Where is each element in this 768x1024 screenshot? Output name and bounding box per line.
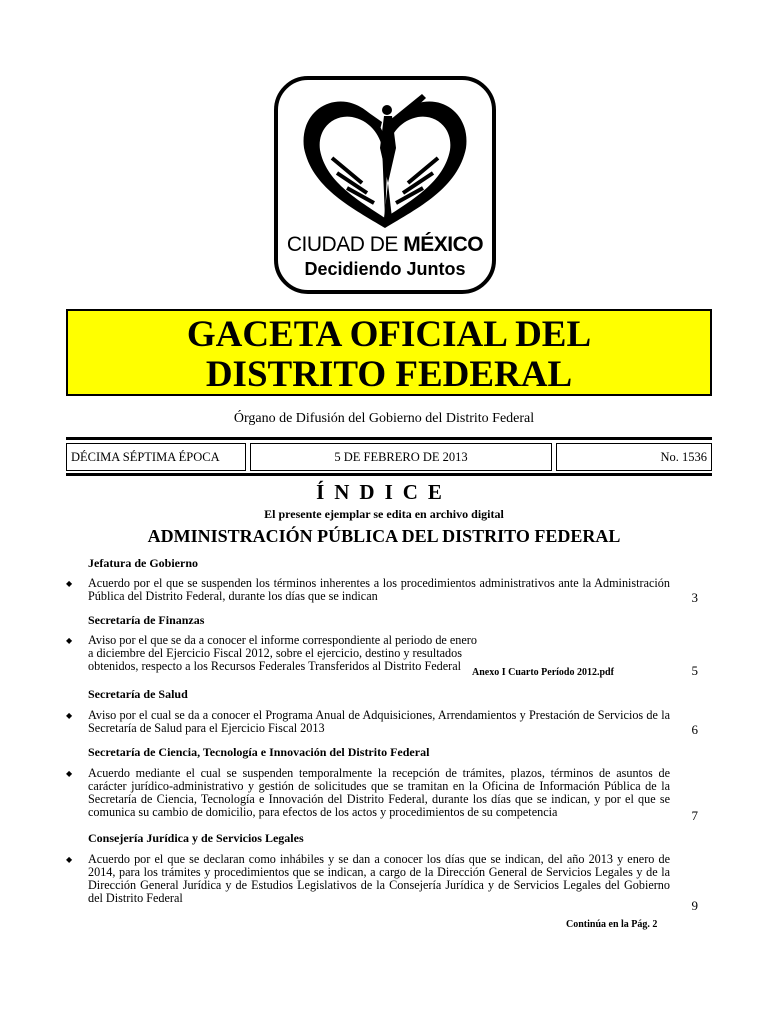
issue-date: 5 DE FEBRERO DE 2013 (250, 443, 552, 471)
diamond-bullet-icon: ◆ (66, 711, 73, 720)
diamond-bullet-icon: ◆ (66, 579, 73, 588)
section-title: Secretaría de Salud (88, 687, 188, 701)
gazette-title-line1: GACETA OFICIAL DEL (186, 314, 592, 355)
angel-heart-emblem (292, 88, 478, 234)
logo-motto: Decidiendo Juntos (304, 259, 466, 279)
continues-note: Continúa en la Pág. 2 (566, 919, 658, 930)
index-entry[interactable] (66, 577, 712, 605)
gazette-subtitle: Órgano de Difusión del Gobierno del Distrito Federal (233, 411, 535, 426)
entry-page-number: 9 (691, 898, 698, 913)
bottom-rule (66, 473, 712, 476)
index-entry[interactable] (66, 767, 712, 823)
section-title: Jefatura de Gobierno (88, 556, 198, 570)
gazette-title-line2: DISTRITO FEDERAL (205, 354, 573, 395)
administration-heading: ADMINISTRACIÓN PÚBLICA DEL DISTRITO FEDERAL (147, 526, 621, 546)
digital-edition-note: El presente ejemplar se edita en archivo digital (264, 507, 504, 521)
epoch-label: DÉCIMA SÉPTIMA ÉPOCA (66, 443, 246, 471)
section-title: Secretaría de Ciencia, Tecnología e Innovación del Distrito Federal (88, 745, 430, 759)
entry-text: Acuerdo por el que se declaran como inhábiles y se dan a conocer los días que se indican, del año 2013 y enero de 2014, para los trámites y procedimientos que se indican, a cargo de la Dirección General de Servicios Legales y de la Dirección General Jurídica y de Estudios Legislativos de la Consejería Jurídica y de Servicios Legales del Gobierno del Distrito Federal (88, 852, 670, 905)
entry-page-number: 7 (691, 808, 698, 823)
gazette-title-banner (66, 309, 712, 396)
city-logo (274, 76, 496, 294)
index-title: ÍNDICE (316, 480, 452, 504)
section-title: Consejería Jurídica y de Servicios Legales (88, 831, 304, 845)
index-entry[interactable] (66, 709, 712, 737)
diamond-bullet-icon: ◆ (66, 769, 73, 778)
entry-page-number: 3 (691, 590, 698, 605)
entry-page-number: 5 (691, 663, 698, 678)
entry-text: Acuerdo por el que se suspenden los términos inherentes a los procedimientos administrativos ante la Administración Pública del Distrito Federal, durante los días que se indican (88, 576, 670, 603)
annex-link[interactable]: Anexo I Cuarto Período 2012.pdf (472, 667, 614, 678)
diamond-bullet-icon: ◆ (66, 855, 73, 864)
top-rule (66, 437, 712, 440)
diamond-bullet-icon: ◆ (66, 636, 73, 645)
logo-city-name: CIUDAD DE MÉXICO (286, 233, 484, 256)
edition-bar (66, 437, 712, 477)
section-title: Secretaría de Finanzas (88, 613, 205, 627)
entry-text: Aviso por el que se da a conocer el informe correspondiente al periodo de enero a diciembre del Ejercicio Fiscal 2012, sobre el ejercicio, destino y resultados obtenidos, respecto a los Recursos Federales Transferidos al Distrito Federal (88, 633, 477, 673)
index-entry[interactable] (66, 634, 712, 676)
issue-number: No. 1536 (556, 443, 712, 471)
entry-page-number: 6 (691, 722, 698, 737)
index-entry[interactable] (66, 852, 712, 913)
entry-text: Aviso por el cual se da a conocer el Programa Anual de Adquisiciones, Arrendamientos y Prestación de Servicios de la Secretaría de Salud para el Ejercicio Fiscal 2013 (88, 708, 670, 735)
entry-text: Acuerdo mediante el cual se suspenden temporalmente la recepción de trámites, plazos, términos de asuntos de carácter jurídico-administrativo y gestión de solicitudes que se tramitan en la Oficina de Información Pública de la Secretaría de Ciencia, Tecnología e Innovación del Distrito Federal, durante los días que se indican, y por el que se comunica su cambio de domicilio, para efectos de los actos y procedimientos de su competencia (88, 766, 670, 819)
